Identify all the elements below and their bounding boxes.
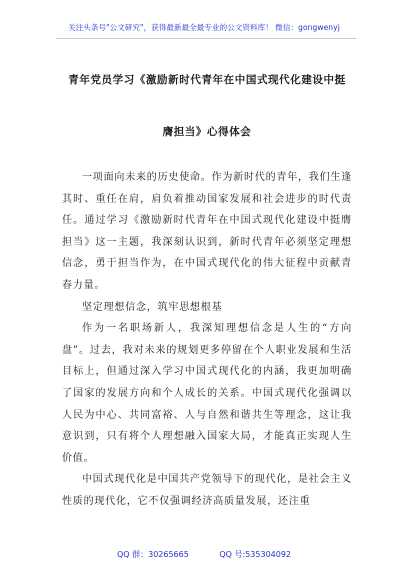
body-paragraph-2: 作为一名职场新人，我深知理想信念是人生的“方向盘”。过去，我对未来的规划更多停留在个人职业发展和生活目标上，但通过深入学习中国式现代化的内涵，我更加明确了国家的发展方向和个人成长的关系。中国式现代化强调以人民为中心、共同富裕、人与自然和谐共生等理念，这让我意识到，只有将个人理想融入国家大局，才能真正实现人生价值。 xyxy=(62,323,352,464)
body-paragraph-3: 中国式现代化是中国共产党领导下的现代化，是社会主义性质的现代化，它不仅强调经济高质量发展，还注重 xyxy=(62,474,352,507)
footer-contact xyxy=(0,549,408,560)
document-title-line-1: 青年党员学习《激励新时代青年在中国式现代化建设中挺 xyxy=(68,74,346,86)
section-subheading: 坚定理想信念，筑牢思想根基 xyxy=(82,301,223,313)
document-title-line-2: 膺担当》心得体会 xyxy=(162,126,252,138)
document-body xyxy=(62,167,352,513)
footer-qq-group: QQ 群：30265665 xyxy=(116,550,189,559)
footer-qq-number: QQ 号:535304092 xyxy=(219,550,292,559)
body-paragraph-1: 一项面向未来的历史使命。作为新时代的青年，我们生逢其时、重任在肩，肩负着推动国家发展和社会进步的时代责任。通过学习《激励新时代青年在中国式现代化建设中挺膺担当》这一主题，我深刻认识到，新时代青年必须坚定理想信念，勇于担当作为，在中国式现代化的伟大征程中贡献青春力量。 xyxy=(62,172,352,291)
header-divider xyxy=(56,38,356,39)
header-promo-note: 关注头条号"公文研究"，获得最新最全最专业的公文资料库！ 微信：gongwenyj xyxy=(68,23,340,32)
